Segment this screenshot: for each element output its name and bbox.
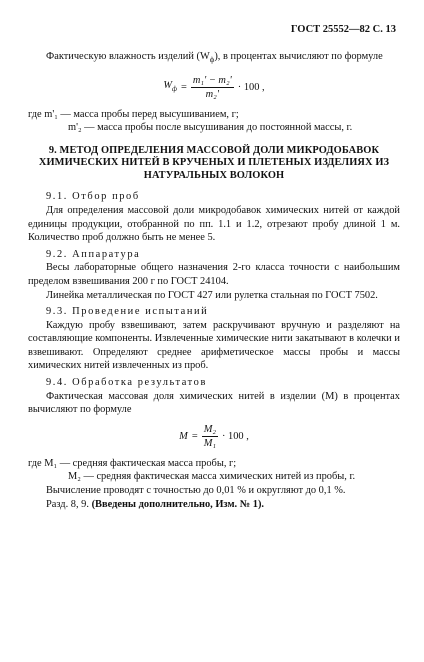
definition-M1: где M₁ — средняя фактическая масса пробы, г; [28,457,237,469]
calculation-precision: Вычисление проводят с точностью до 0,01 % и округляют до 0,1 %. [46,485,346,497]
formula1-tail: · 100 , [237,81,265,93]
mass-fraction-formula [28,423,400,451]
formula2-numerator: M₂ [202,423,218,438]
amendment-note [28,498,400,512]
formula2-lhs: M [179,431,188,443]
formula1-numerator: m₁' − m₂' [191,74,234,89]
definition-m1: где m'₁ — масса пробы перед высушиванием, г; [28,108,239,120]
section-9-1-text: Для определения массовой доли микродобавок химических нитей от каждой единицы продукции, отобранной по пп. 1.1 и 1.2, отрезают пробу длиной 1 м. Количество проб должно быть не менее 5. [28,204,400,244]
intro-text: Фактическую влажность изделий (W [46,51,210,62]
definition-M2: M₂ — средняя фактическая масса химических нитей из пробы, г. [68,471,356,483]
page-body [28,50,400,511]
intro-text-rest: ), в процентах вычисляют по формуле [214,51,383,62]
section-9-2-text-1: Весы лабораторные общего назначения 2-го класса точности с наибольшим пределом взвешивания 200 г по ГОСТ 24104. [28,262,400,287]
humidity-formula [28,74,400,102]
definition-m2: m'₂ — масса пробы после высушивания до постоянной массы, г. [68,122,353,134]
intro-sub: ф [209,56,215,65]
formula1-eq: = [181,81,187,93]
formula1-denominator: m₂' [205,89,219,101]
section-9-4-text: Фактическая массовая доля химических нитей в изделии (М) в процентах вычисляют по формуле [28,390,400,416]
formula1-fraction [191,74,234,102]
section-9-3-heading: 9.3. Проведение испытаний [46,306,209,318]
formula2-fraction [202,423,218,451]
page-header: ГОСТ 25552—82 С. 13 [290,24,396,35]
section-9-1-heading: 9.1. Отбор проб [46,191,140,203]
section-9-2-text-2: Линейка металлическая по ГОСТ 427 или рулетка стальная по ГОСТ 7502. [46,289,378,301]
section-9-2-heading: 9.2. Аппаратура [46,248,141,260]
amendment-bold: (Введены дополнительно, Изм. № 1). [91,498,265,510]
intro-paragraph [28,50,400,68]
section-9-4-heading: 9.4. Обработка результатов [46,377,207,389]
formula1-lhs: $W_ф$ [163,79,178,93]
formula2-tail: · 100 , [221,431,249,443]
section-9-3-text: Каждую пробу взвешивают, затем раскручивают вручную и разделяют на составляющие компоненты. Извлеченные химические нити закатывают в колечки и взвешивают. Определяют среднее арифметическое массы пробы и массы химических нитей извлеченных из проб. [28,319,400,372]
amendment-sections: Разд. 8, 9. [46,498,89,510]
formula2-denominator: M₁ [203,438,216,450]
section-9-title: 9. МЕТОД ОПРЕДЕЛЕНИЯ МАССОВОЙ ДОЛИ МИКРОДОБАВОК ХИМИЧЕСКИХ НИТЕЙ В КРУЧЕНЫХ И ПЛЕТЕНЫХ ИЗДЕЛИЯХ ИЗ НАТУРАЛЬНЫХ ВОЛОКОН [38,144,390,181]
formula2-eq: = [191,431,198,443]
